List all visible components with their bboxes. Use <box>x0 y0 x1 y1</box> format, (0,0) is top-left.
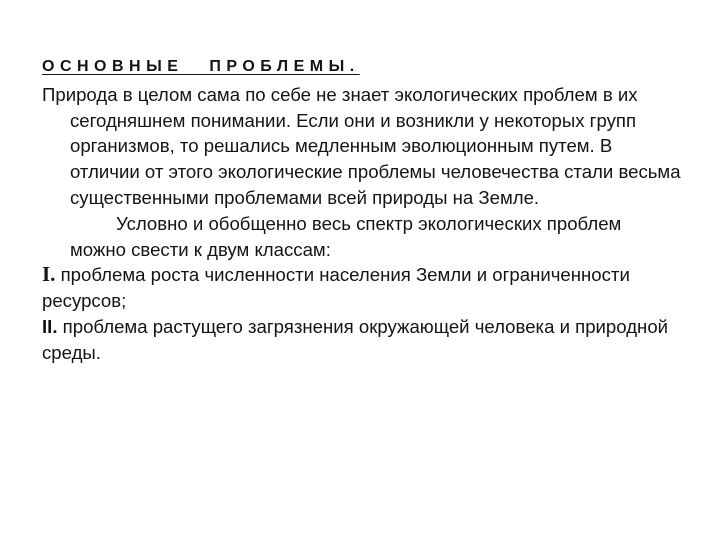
slide-text-block <box>42 54 682 366</box>
list-item-2-text: проблема растущего загрязнения окружающей человека и природной среды. <box>42 315 669 363</box>
paragraph-classes: Условно и обобщенно весь спектр экологических проблем можно свести к двум классам: <box>70 212 622 260</box>
paragraph-intro: Природа в целом сама по себе не знает экологических проблем в их сегодняшнем понимании. Если они и возникли у некоторых групп организмов, то решались медленным эволюционным путем. В отличии от этого экологические проблемы человечества стали весьма существенными проблемами всей природы на Земле. <box>42 83 681 208</box>
list-marker-2: II. <box>42 315 58 337</box>
list-item-1-text: проблема роста численности населения Земли и ограниченности ресурсов; <box>42 264 630 312</box>
slide-title: ОСНОВНЫЕ ПРОБЛЕМЫ. <box>42 58 360 75</box>
list-item-2 <box>42 314 682 366</box>
list-marker-1: I. <box>42 262 56 287</box>
list-item-1 <box>42 262 682 314</box>
